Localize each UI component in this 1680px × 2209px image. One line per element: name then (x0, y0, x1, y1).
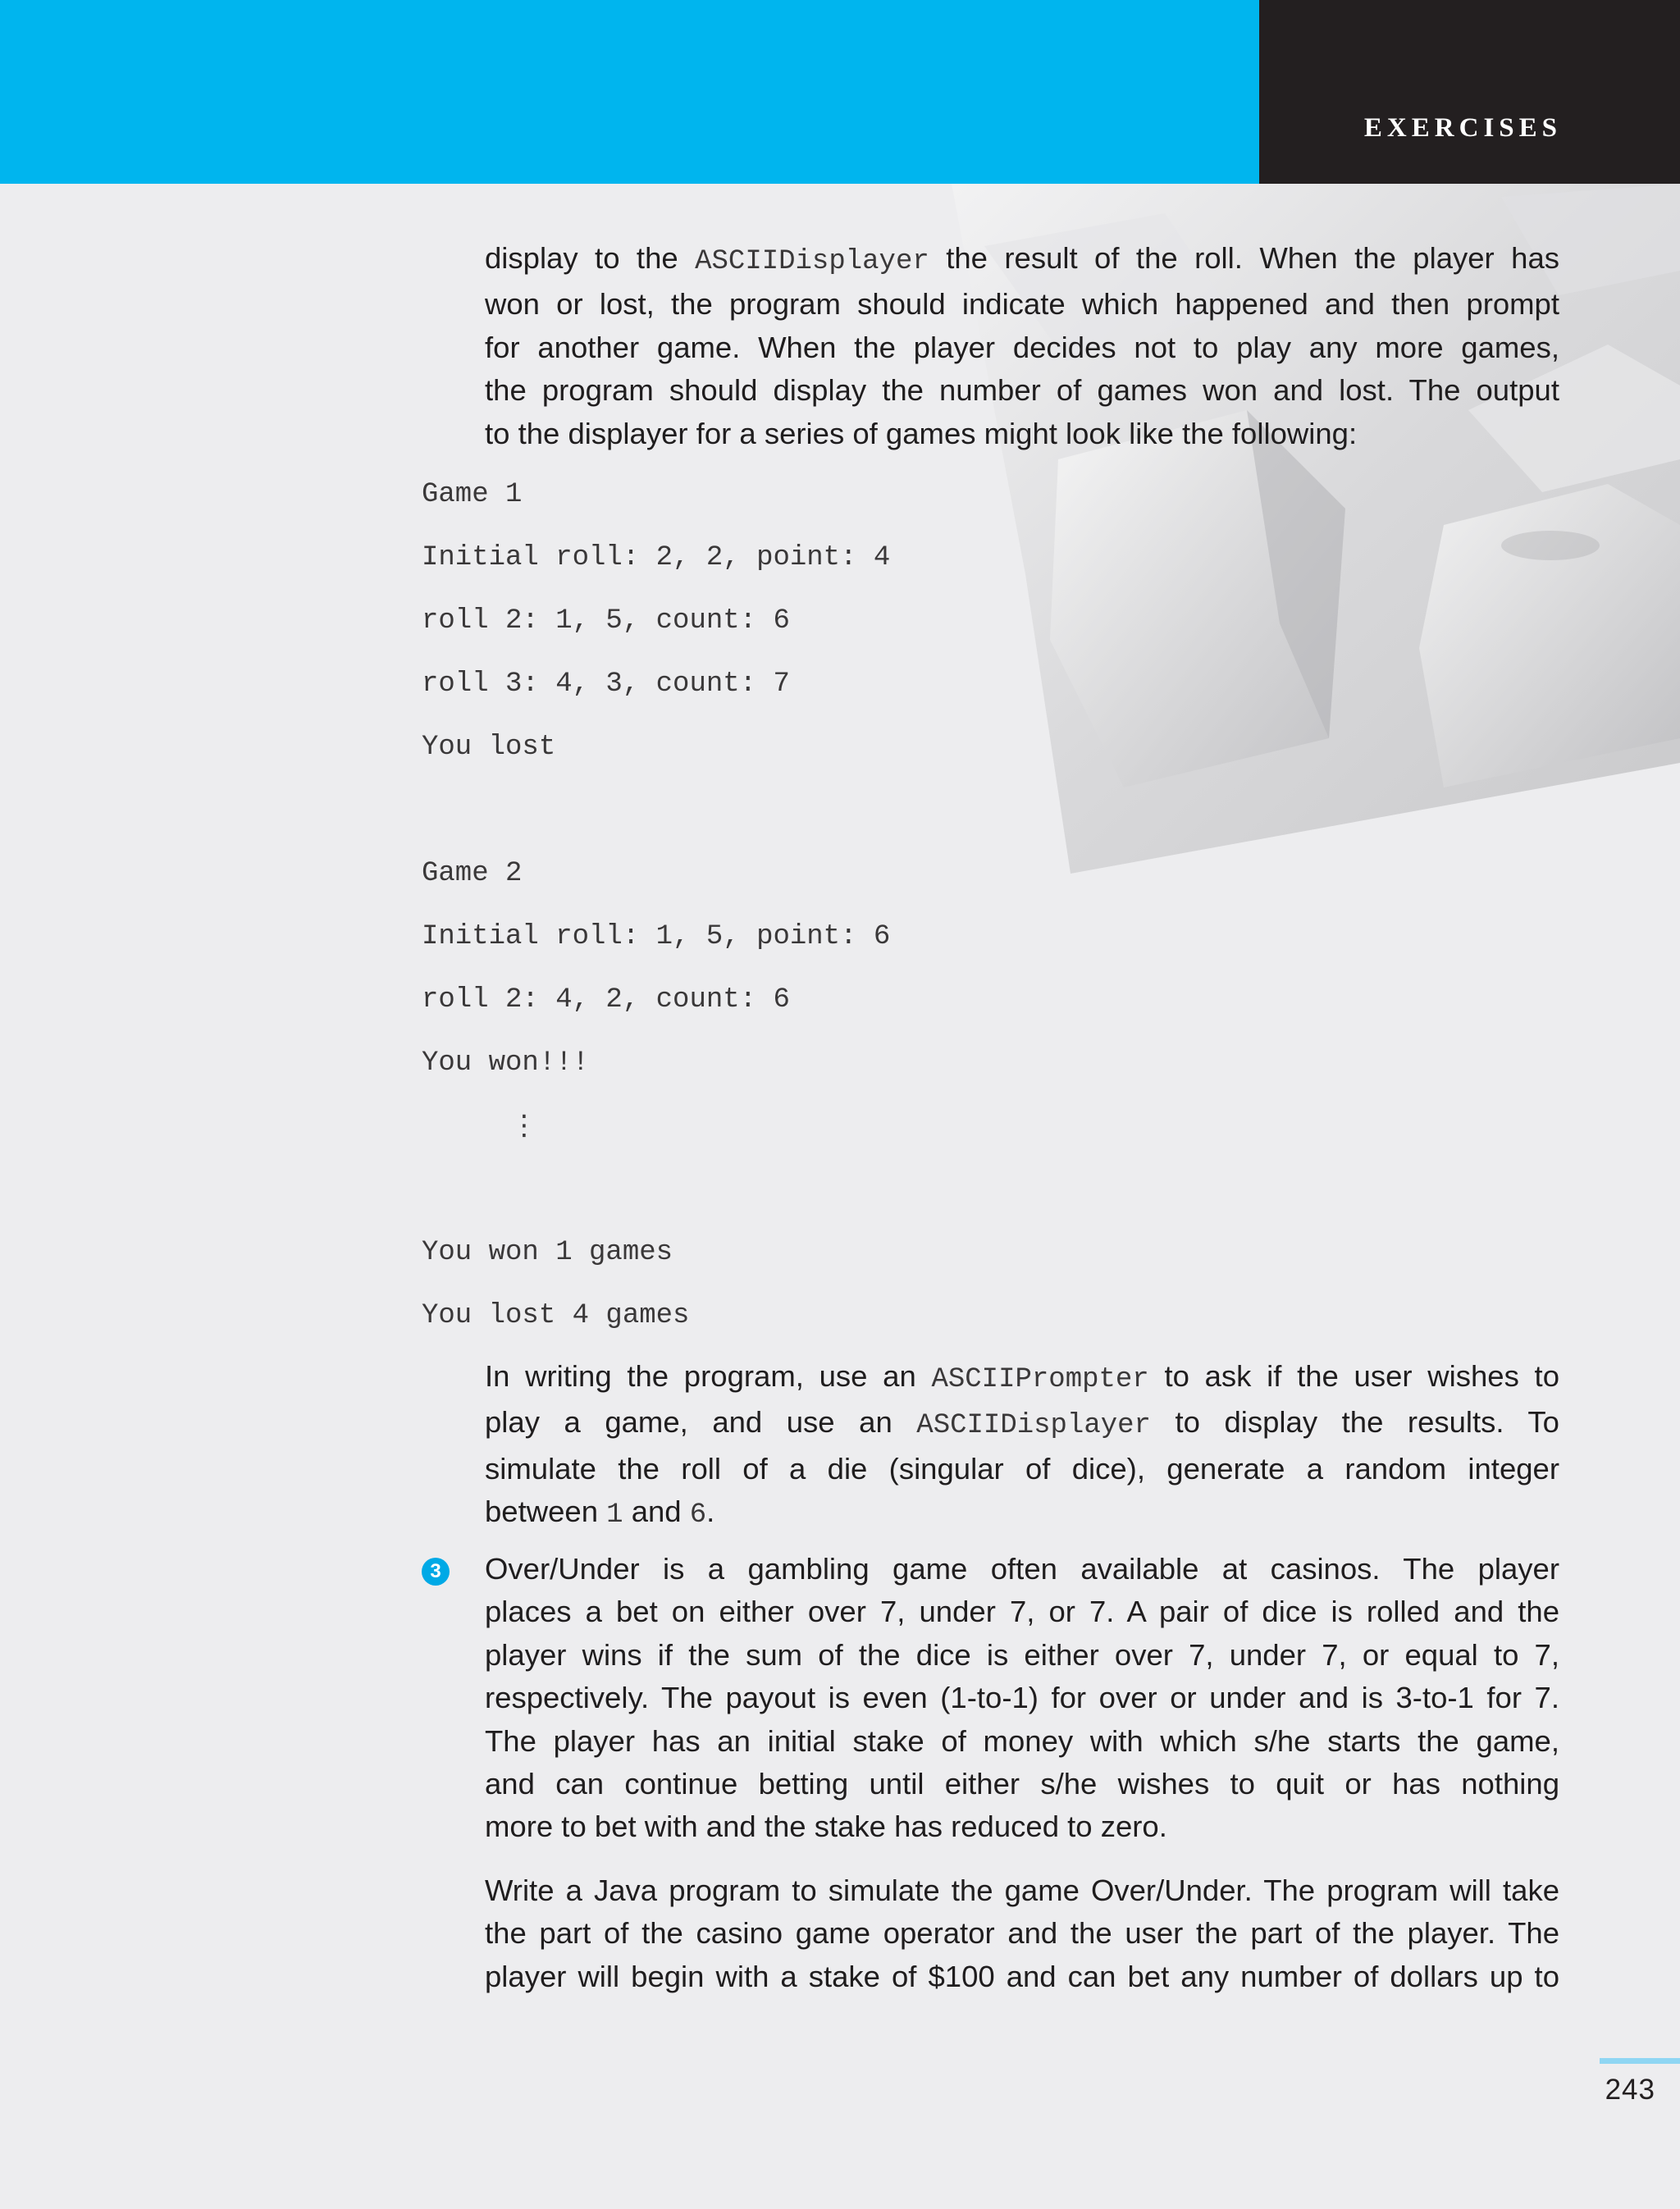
code-line: You won!!! (422, 1047, 590, 1079)
page-number: 243 (1605, 2074, 1655, 2106)
intro-line-5: to the displayer for a series of games might look like the following: (485, 416, 1358, 450)
code-line: roll 3: 4, 3, count: 7 (422, 669, 790, 700)
vertical-ellipsis: ⋮ (510, 1110, 538, 1141)
exercise-line: more to bet with and the stake has reduced to zero. (485, 1810, 1167, 1844)
code-line: You lost 4 games (422, 1300, 690, 1331)
exercise-line: Over/Under is a gambling game often available at casinos. The player (485, 1552, 1559, 1586)
intro-line-3: for another game. When the player decides not to play any more games, (485, 330, 1559, 364)
code-term: 6 (689, 1499, 707, 1531)
writing-line-1 (485, 1355, 1559, 1401)
text: . (706, 1495, 715, 1529)
intro-paragraph (485, 237, 1559, 455)
code-line: Game 1 (422, 479, 523, 510)
code-line: You won 1 games (422, 1237, 673, 1268)
text: the result of the roll. When the player has (929, 241, 1559, 275)
text: and (623, 1495, 690, 1529)
page-number-rule (1600, 2058, 1680, 2064)
text: to ask if the user wishes to (1148, 1359, 1559, 1393)
code-line: Initial roll: 1, 5, point: 6 (422, 921, 891, 952)
text: In writing the program, use an (485, 1359, 932, 1393)
code-term: 1 (606, 1499, 623, 1531)
exercise-line: respectively. The payout is even (1-to-1) for over or under and is 3-to-1 for 7. (485, 1681, 1559, 1715)
code-line: Game 2 (422, 858, 523, 889)
intro-line-4: the program should display the number of games won and lost. The output (485, 373, 1559, 408)
exercise-line: Write a Java program to simulate the game Over/Under. The program will take (485, 1874, 1559, 1907)
code-line: roll 2: 4, 2, count: 6 (422, 984, 790, 1016)
exercise-line: player wins if the sum of the dice is either over 7, under 7, or equal to 7, (485, 1637, 1559, 1672)
exercise-line: the part of the casino game operator and the user the part of the player. The (485, 1916, 1559, 1951)
code-line: Initial roll: 2, 2, point: 4 (422, 542, 891, 573)
code-term: ASCIIPrompter (931, 1364, 1149, 1395)
text: display to the (485, 241, 696, 275)
exercise-line: and can continue betting until either s/he wishes to quit or has nothing (485, 1767, 1559, 1801)
exercise-line: places a bet on either over 7, under 7, or 7. A pair of dice is rolled and the (485, 1595, 1559, 1629)
text: play a game, and use an (485, 1405, 917, 1440)
code-term: ASCIIDisplayer (695, 246, 929, 277)
text: between (485, 1495, 607, 1529)
code-line: roll 2: 1, 5, count: 6 (422, 605, 790, 637)
exercise-number-badge: 3 (422, 1558, 450, 1586)
exercise-line: player will begin with a stake of $100 and can bet any number of dollars up to (485, 1959, 1559, 1993)
writing-line-3: simulate the roll of a die (singular of dice), generate a random integer (485, 1451, 1559, 1486)
exercise-line: The player has an initial stake of money with which s/he starts the game, (485, 1723, 1559, 1758)
text: to display the results. To (1150, 1405, 1559, 1440)
section-title: EXERCISES (1363, 113, 1562, 143)
exercise-3-paragraph (485, 1548, 1559, 1849)
intro-line-2: won or lost, the program should indicate which happened and then prompt (485, 287, 1559, 322)
writing-line-4 (485, 1490, 1559, 1536)
code-term: ASCIIDisplayer (916, 1410, 1151, 1442)
writing-paragraph (485, 1355, 1559, 1537)
exercise-3-write-paragraph (485, 1869, 1559, 1998)
code-line: You lost (422, 732, 556, 763)
intro-line-1 (485, 237, 1559, 283)
writing-line-2 (485, 1401, 1559, 1447)
